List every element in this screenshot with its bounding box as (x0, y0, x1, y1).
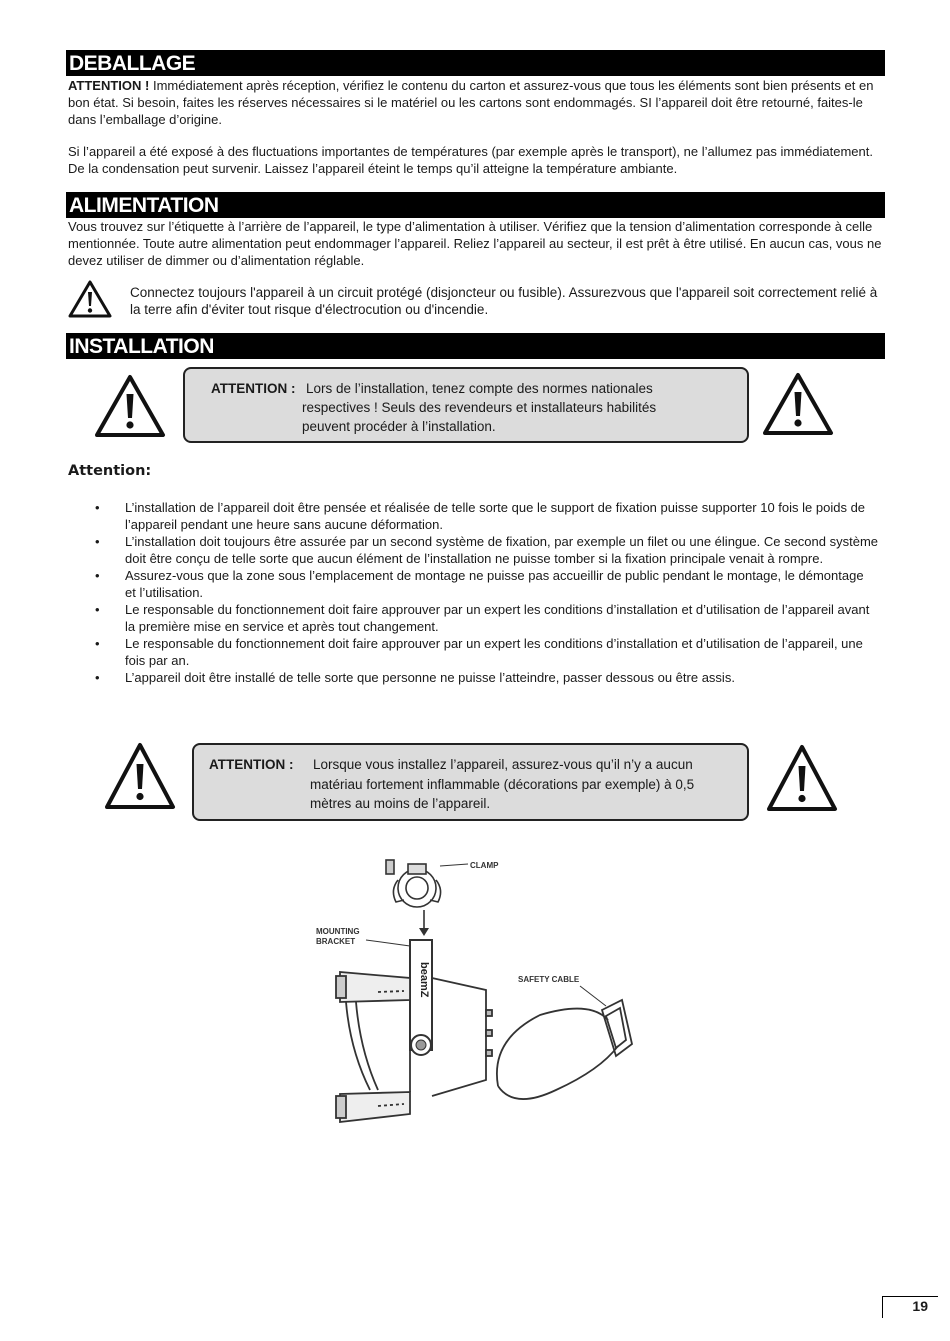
warning-triangle-icon (94, 374, 166, 438)
deballage-paragraph-1 (68, 77, 883, 128)
warning-triangle-icon (762, 372, 834, 436)
page-number: 19 (912, 1298, 928, 1314)
deballage-paragraph-1-text: Immédiatement après réception, vérifiez le contenu du carton et assurez-vous que tous les éléments sont bien présents et en bon état. Si besoin, faites les réserves nécessaires si le matériel ou les cartons sont endommagés. SI l’appareil doit être retourné, faites-le dans l’emballage d’origine. (68, 78, 874, 127)
safety-cable-illustration (497, 1000, 632, 1099)
warning-triangle-icon (766, 744, 838, 812)
installation-bullet-list (68, 499, 878, 686)
list-item: • Assurez-vous que la zone sous l’emplacement de montage ne puisse pas accueillir de public pendant le montage, le démontage et l’utilisation. (68, 567, 878, 601)
list-item: • L’installation doit toujours être assurée par un second système de fixation, par exemple un filet ou une élingue. Ce second système doit être conçu de telle sorte que aucun élément de l’installation ne puisse tomber si la fixation principale venait à rompre. (68, 533, 878, 567)
mounting-bracket-label-line-2: BRACKET (316, 937, 356, 946)
list-item: • Le responsable du fonctionnement doit faire approuver par un expert les conditions d’installation et d’utilisation de l’appareil avant la première mise en service et après tout changement. (68, 601, 878, 635)
callout-line-1: Lorsque vous installez l’appareil, assurez-vous qu’il n’y a aucun (313, 757, 693, 772)
list-item: • L’installation de l’appareil doit être pensée et réalisée de telle sorte que le support de fixation puisse supporter 10 fois le poids de l’appareil pendant une heure sans aucune déformation. (68, 499, 878, 533)
deballage-paragraph-2: Si l’appareil a été exposé à des fluctuations importantes de températures (par exemple après le transport), ne l’allumez pas immédiatement. De la condensation peut survenir. Laissez l’appareil éteint le temps qu’il atteigne la température ambiante. (68, 144, 873, 176)
list-item: • Le responsable du fonctionnement doit faire approuver par un expert les conditions d’installation et d’utilisation de l’appareil, une fois par an. (68, 635, 878, 669)
alimentation-warning-text: Connectez toujours l'appareil à un circuit protégé (disjoncteur ou fusible). Assurezvous que l'appareil soit correctement relié à la terre afin d'éviter tout risque d'électrocution ou d'incendie. (130, 285, 878, 317)
attention-heading: Attention: (68, 463, 152, 479)
alimentation-paragraph: Vous trouvez sur l’étiquette à l’arrière de l’appareil, le type d’alimentation à utiliser. Vérifiez que la tension d’alimentation corresponde à celle mentionnée. Toute autre alimentation peut endommager l’appareil. Reliez l’appareil au secteur, il est prêt à être utilisé. En aucun cas, vous ne devez utiliser de dimmer ou d’alimentation réglable. (68, 219, 882, 268)
deballage-attention-label: ATTENTION ! (68, 78, 150, 93)
callout-attention-label: ATTENTION : (211, 381, 296, 396)
page-number-frame (882, 1296, 938, 1318)
flammable-attention-callout (192, 743, 749, 821)
brand-logo-text: beamZ (418, 962, 430, 998)
callout-line-2: respectives ! Seuls des revendeurs et installateurs habilités (302, 400, 657, 415)
clamp-illustration (386, 860, 441, 907)
callout-line-1: Lors de l’installation, tenez compte des normes nationales (306, 381, 653, 396)
mounting-bracket-illustration (410, 940, 432, 1055)
section-title-alimentation: ALIMENTATION (66, 192, 885, 218)
mounting-bracket-label-line-1: MOUNTING (316, 927, 360, 936)
callout-line-3: peuvent procéder à l’installation. (302, 419, 496, 434)
mounting-diagram (300, 850, 660, 1140)
section-title-installation: INSTALLATION (66, 333, 885, 359)
callout-line-2: matériau fortement inflammable (décorations par exemple) à 0,5 (310, 777, 695, 792)
safety-cable-label: SAFETY CABLE (518, 975, 580, 984)
list-item: • L’appareil doit être installé de telle sorte que personne ne puisse l’atteindre, passer dessous ou être assis. (68, 669, 878, 686)
clamp-label: CLAMP (470, 861, 499, 870)
warning-triangle-icon (68, 280, 112, 318)
callout-attention-label: ATTENTION : (209, 757, 294, 772)
installation-attention-callout (183, 367, 749, 443)
warning-triangle-icon (104, 742, 176, 810)
section-title-deballage: DEBALLAGE (66, 50, 885, 76)
callout-line-3: mètres au moins de l’appareil. (310, 796, 491, 811)
